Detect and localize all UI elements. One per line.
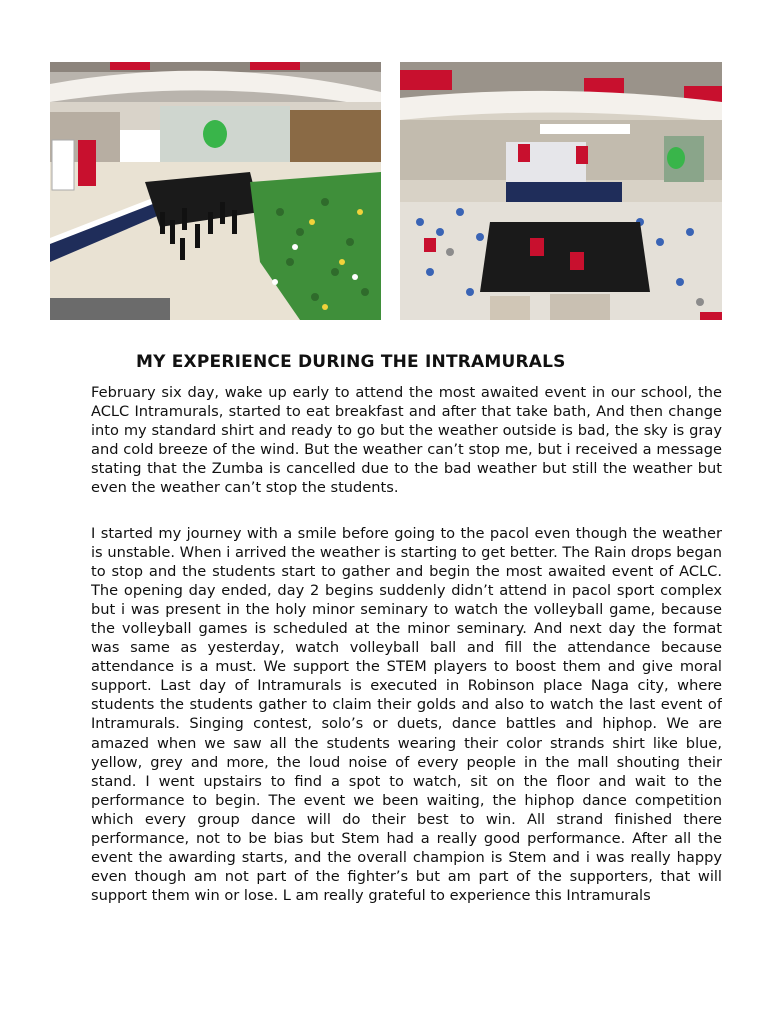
document-title: MY EXPERIENCE DURING THE INTRAMURALS (136, 352, 566, 372)
photo-right-illustration (400, 62, 722, 320)
photo-mall-stage-audience (400, 62, 722, 320)
paragraph-1: February six day, wake up early to attend the most awaited event in our school, the ACLC Intramurals, started to eat breakfast and after that take bath, And then change into my standard shirt and ready to go but the weather outside is bad, the sky is gray and cold breeze of the wind. But the weather can’t stop me, but i received a message stating that the Zumba is cancelled due to the bad weather but still the weather but even the weather can’t stop the students. (91, 384, 722, 497)
photo-mall-dance-battle (50, 62, 381, 320)
photo-left-illustration (50, 62, 381, 320)
paragraph-2: I started my journey with a smile before going to the pacol even though the weather is unstable. When i arrived the weather is starting to get better. The Rain drops began to stop and the students start to gather and begin the most awaited event of ACLC. The opening day ended, day 2 begins suddenly didn’t attend in pacol sport complex but i was present in the holy minor seminary to watch the volleyball game, because the volleyball games is scheduled at the minor seminary. And next day the format was same as yesterday, watch volleyball ball and fill the attendance because attendance is a must. We support the STEM players to boost them and give moral support. Last day of Intramurals is executed in Robinson place Naga city, where students the students gather to claim their golds and also to watch the last event of Intramurals. Singing contest, solo’s or duets, dance battles and hiphop. We are amazed when we saw all the students wearing their color strands shirt like blue, yellow, grey and more, the loud noise of every people in the mall shouting their stand. I went upstairs to find a spot to watch, sit on the floor and wait to the performance to begin. The event we been waiting, the hiphop dance competition which every group dance will do their best to win. All strand finished there performance, not to be bias but Stem had a really good performance. After all the event the awarding starts, and the overall champion is Stem and i was really happy even though am not part of the fighter’s but am part of the supporters, that will support them win or lose. L am really grateful to experience this Intramurals (91, 525, 722, 904)
